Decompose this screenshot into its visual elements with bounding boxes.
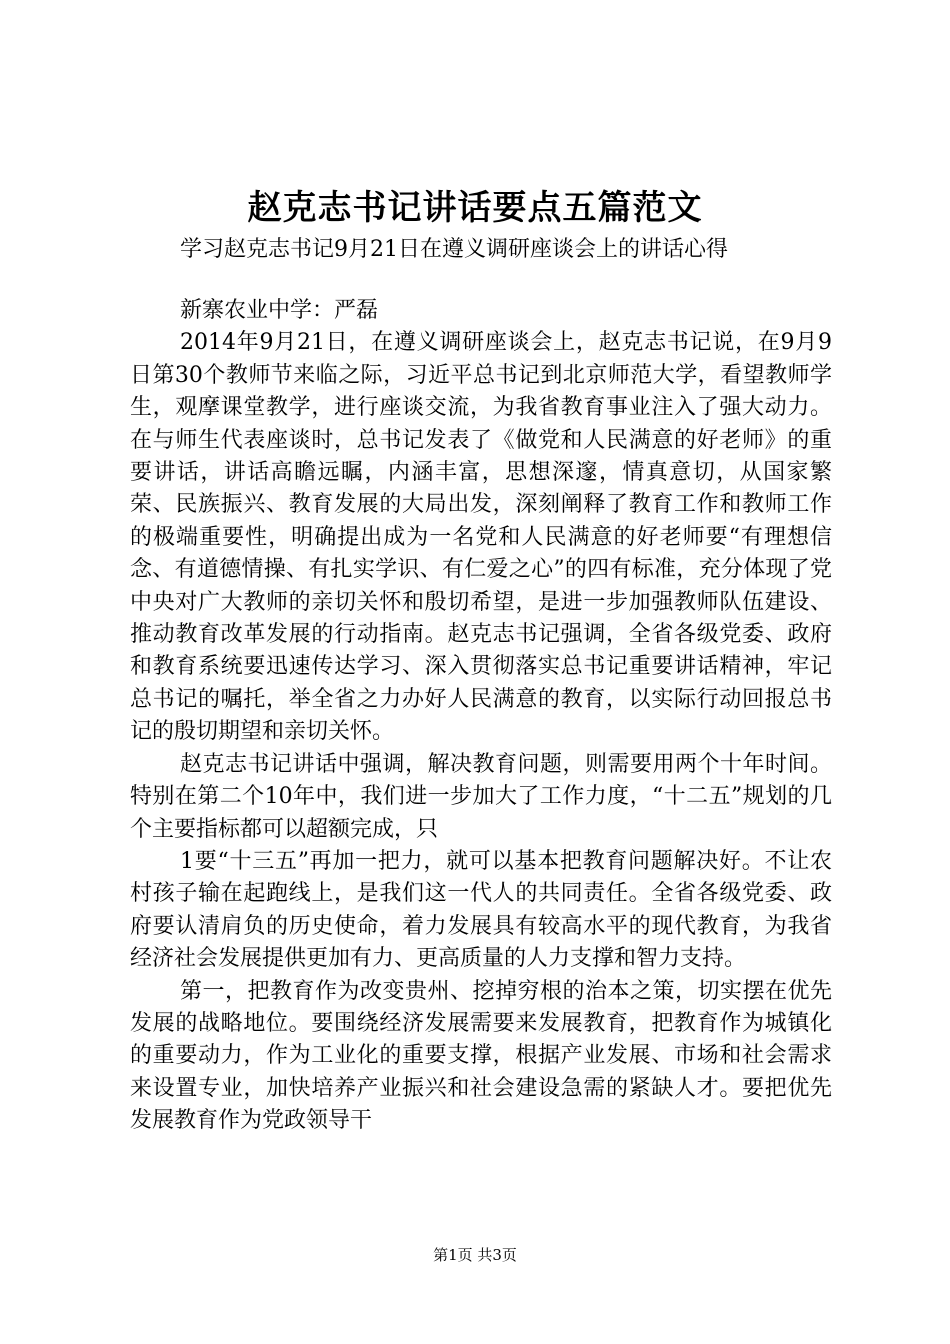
- paragraph: 1要“十三五”再加一把力，就可以基本把教育问题解决好。不让农村孩子输在起跑线上，是我们这一代人的共同责任。全省各级党委、政府要认清肩负的历史使命，着力发展具有较高水平的现代教育，为我省经济社会发展提供更加有力、更高质量的人力支撑和智力支持。: [130, 848, 832, 972]
- paragraph: 赵克志书记讲话中强调，解决教育问题，则需要用两个十年时间。特别在第二个10年中，我们进一步加大了工作力度，“十二五”规划的几个主要指标都可以超额完成，只: [130, 751, 832, 842]
- document-body: [130, 295, 832, 1138]
- author-line: 新寨农业中学：严磊: [180, 298, 379, 323]
- paragraph: 2014年9月21日，在遵义调研座谈会上，赵克志书记说，在9月9日第30个教师节来临之际，习近平总书记到北京师范大学，看望教师学生，观摩课堂教学，进行座谈交流，为我省教育事业注入了强大动力。在与师生代表座谈时，总书记发表了《做党和人民满意的好老师》的重要讲话，讲话高瞻远瞩，内涵丰富，思想深邃，情真意切，从国家繁荣、民族振兴、教育发展的大局出发，深刻阐释了教育工作和教师工作的极端重要性，明确提出成为一名党和人民满意的好老师要“有理想信念、有道德情操、有扎实学识、有仁爱之心”的四有标准，充分体现了党中央对广大教师的亲切关怀和殷切希望，是进一步加强教师队伍建设、推动教育改革发展的行动指南。赵克志书记强调，全省各级党委、政府和教育系统要迅速传达学习、深入贯彻落实总书记重要讲话精神，牢记总书记的嘱托，举全省之力办好人民满意的教育，以实际行动回报总书记的殷切期望和亲切关怀。: [130, 330, 832, 745]
- document-subtitle: 学习赵克志书记9月21日在遵义调研座谈会上的讲话心得: [180, 237, 728, 262]
- paragraph: 第一，把教育作为改变贵州、挖掉穷根的治本之策，切实摆在优先发展的战略地位。要围绕经济发展需要来发展教育，把教育作为城镇化的重要动力，作为工业化的重要支撑，根据产业发展、市场和社会需求来设置专业，加快培养产业振兴和社会建设急需的紧缺人才。要把优先发展教育作为党政领导干: [130, 978, 832, 1134]
- document-title: 赵克志书记讲话要点五篇范文: [247, 188, 703, 228]
- page-footer: 第1页 共3页: [433, 1246, 517, 1264]
